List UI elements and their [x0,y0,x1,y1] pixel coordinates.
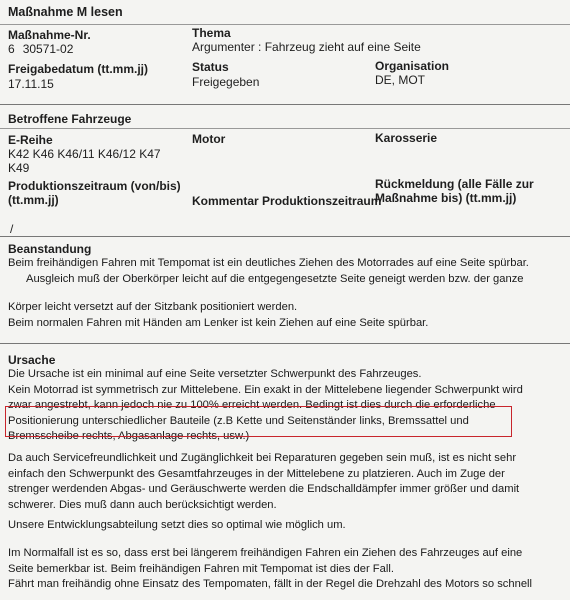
freigabedatum-label: Freigabedatum (tt.mm.jj) [8,62,149,76]
highlight-box [5,406,512,437]
produktion-value: / [10,222,14,236]
organisation-value: DE, MOT [375,73,425,87]
massnahme-nr-label: Maßnahme-Nr. [8,28,91,42]
massnahme-nr-value [8,42,73,56]
ursache-line: Positionierung unterschiedlicher Bauteile (z.B Kette und Seitenständer links, Bremssattel und [8,414,469,427]
ursache-line: Unsere Entwicklungsabteilung setzt dies so optimal wie möglich um. [8,519,346,531]
motor-label: Motor [192,132,226,146]
ursache-line: Bremsscheibe rechts, Abgasanlage rechts, usw.) [8,430,250,443]
ereihe-label: E-Reihe [8,133,53,147]
beanstandung-line: Körper leicht versetzt auf der Sitzbank positioniert werden. [8,301,298,313]
massnahme-nr-prefix: 6 [8,42,15,56]
ursache-line: zwar angestrebt, kann jedoch nie zu 100% erreicht werden. Bedingt ist dies durch die erforderliche [8,399,496,412]
thema-value: Argumenter : Fahrzeug zieht auf eine Seite [192,40,421,54]
status-value: Freigegeben [192,75,260,89]
thema-label: Thema [192,26,231,40]
fahrzeuge-bottom-rule [0,236,570,237]
title-rule [0,24,570,25]
produktion-label-line2: (tt.mm.jj) [8,193,59,207]
beanstandung-title: Beanstandung [8,242,92,256]
freigabedatum-value: 17.11.15 [8,77,54,91]
ursache-line: schwerer. Dies muß dann auch berücksichtigt werden. [8,498,277,511]
produktion-label-line1: Produktionszeitraum (von/bis) [8,179,181,193]
ursache-line: Seite bemerkbar ist. Beim freihändigen Fahren mit Tempomat ist dies der Fall. [8,562,394,575]
ursache-line: Fährt man freihändig ohne Einsatz des Tempomaten, fällt in der Regel die Drehzahl des Motors so schnell [8,578,533,591]
fahrzeuge-rule [0,128,570,129]
kommentar-label: Kommentar Produktionszeitraum [192,194,382,208]
ereihe-line1: K42 K46 K46/11 K46/12 K47 [8,147,161,161]
ursache-line: einfach den Schwerpunkt des Gesamtfahrzeuges in der Mittelebene zu platzieren. Auch im Zuge der [8,467,505,480]
ursache-line: Die Ursache ist ein minimal auf eine Seite versetzter Schwerpunkt des Fahrzeuges. [8,368,422,380]
organisation-label: Organisation [375,59,450,73]
rueckmeldung-label-line1: Rückmeldung (alle Fälle zur [375,177,534,191]
rueckmeldung-label-line2: Maßnahme bis) (tt.mm.jj) [375,191,517,205]
karosserie-label: Karosserie [375,131,438,145]
status-label: Status [192,60,229,74]
ereihe-line2: K49 [8,161,30,175]
massnahme-nr-rest: 30571-02 [22,42,74,56]
beanstandung-text [8,256,529,287]
ursache-p3 [8,518,346,534]
beanstandung-rule [0,343,570,344]
fahrzeuge-section-title: Betroffene Fahrzeuge [8,112,132,126]
ursache-line: Im Normalfall ist es so, dass erst bei längerem freihändigen Fahren ein Ziehen des Fahrzeuges auf eine [8,547,523,559]
redaction-mark [15,43,23,53]
ursache-title: Ursache [8,353,56,367]
ursache-line: strenger werdenden Abgas- und Geräuschwerte werden die Endschalldämpfer immer größer und damit [8,483,520,496]
ursache-line: Da auch Servicefreundlichkeit und Zugänglichkeit bei Reparaturen gegeben sein muß, ist es nicht sehr [8,452,517,464]
beanstandung-line: Ausgleich muß der Oberkörper leicht auf die entgegengesetzte Seite geneigt werden bzw. der ganze [26,272,524,285]
beanstandung-text-2 [8,300,428,331]
ursache-line: Kein Motorrad ist symmetrisch zur Mittelebene. Ein exakt in der Mittelebene liegender Schwerpunkt wird [8,383,523,396]
beanstandung-line: Beim freihändigen Fahren mit Tempomat ist ein deutliches Ziehen des Motorrades auf eine Seite spürbar. [8,257,529,269]
beanstandung-line: Beim normalen Fahren mit Händen am Lenker ist kein Ziehen auf eine Seite spürbar. [8,316,429,329]
header-rule [0,104,570,105]
ursache-p4 [8,546,532,593]
ursache-p2 [8,451,519,513]
page-title: Maßnahme M lesen [8,5,123,19]
